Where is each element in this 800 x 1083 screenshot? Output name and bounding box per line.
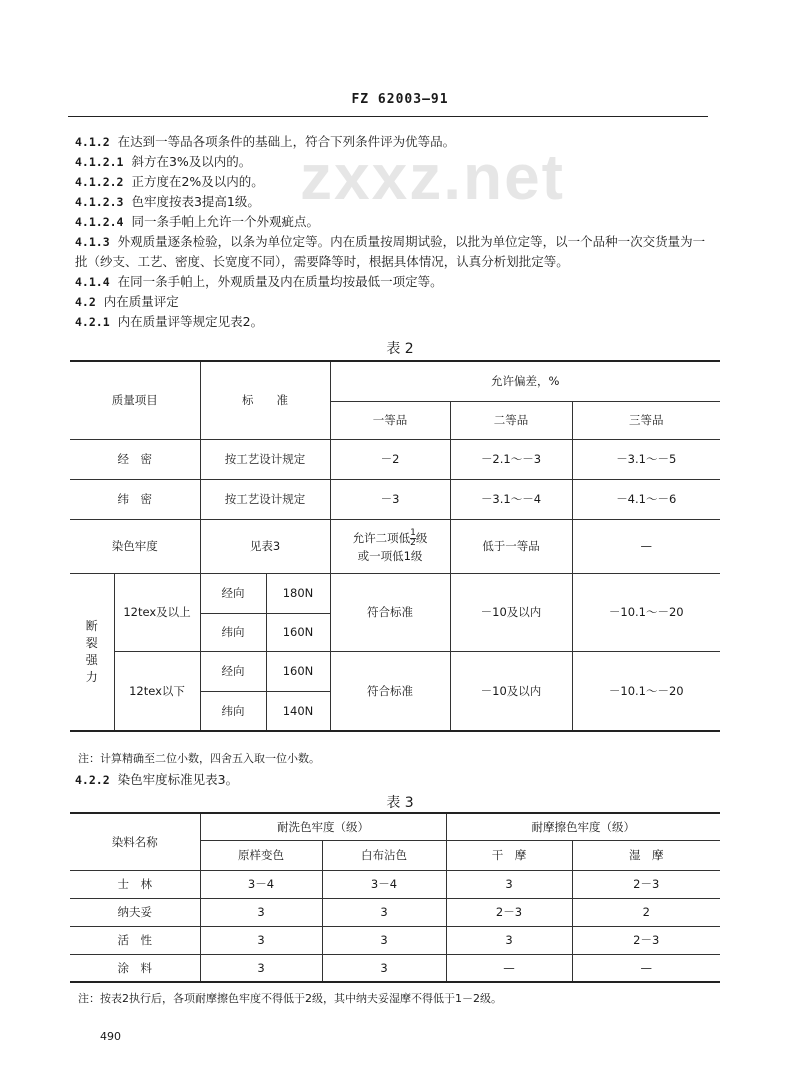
table3-note: 注：按表2执行后，各项耐摩擦色牢度不得低于2级，其中纳夫妥湿摩不得低于1－2级。 xyxy=(78,992,502,1005)
table-row: 染色牢度 见表3 允许二项低 $\frac{1}{2}$ 级 或一项低1级 低于一等品 — xyxy=(70,519,720,573)
header-rule xyxy=(68,116,708,117)
col-header-grade2: 二等品 xyxy=(450,401,572,439)
table-row: 纬向 160N xyxy=(70,613,720,651)
clause-4-1-2: 4.1.2 在达到一等品各项条件的基础上，符合下列条件评为优等品。 xyxy=(75,134,456,149)
col-header-grade1: 一等品 xyxy=(330,401,450,439)
document-code: FZ 62003—91 xyxy=(351,92,449,107)
col-header-dry: 干 摩 xyxy=(446,840,572,870)
table-row: 活 性 3 3 3 2－3 xyxy=(70,926,720,954)
clause-4-2-1: 4.2.1 内在质量评等规定见表2。 xyxy=(75,314,264,329)
col-header-grade3: 三等品 xyxy=(572,401,720,439)
table-row: 经 密 按工艺设计规定 －2 －2.1～－3 －3.1～－5 xyxy=(70,439,720,479)
col-header-dye: 染料名称 xyxy=(70,813,200,870)
clause-4-2-2: 4.2.2 染色牢度标准见表3。 xyxy=(75,772,239,787)
table2-caption: 表 2 xyxy=(386,341,414,357)
clause-4-1-2-3: 4.1.2.3 色牢度按表3提高1级。 xyxy=(75,194,260,209)
col-header-deviation: 允许偏差，% xyxy=(330,361,720,401)
table3-caption: 表 3 xyxy=(386,795,414,811)
col-header-wash: 耐洗色牢度（级） xyxy=(200,813,446,840)
table-row: 士 林 3－4 3－4 3 2－3 xyxy=(70,870,720,898)
table-3 xyxy=(70,812,720,983)
table-row: 纬向 140N xyxy=(70,691,720,731)
clause-4-1-4: 4.1.4 在同一条手帕上，外观质量及内在质量均按最低一项定等。 xyxy=(75,274,443,289)
fraction-half: $\frac{1}{2}$ xyxy=(410,527,416,548)
table-row: 纳夫妥 3 3 2－3 2 xyxy=(70,898,720,926)
table-row: 纬 密 按工艺设计规定 －3 －3.1～－4 －4.1～－6 xyxy=(70,479,720,519)
dyeing-grade1-cell: 允许二项低 $\frac{1}{2}$ 级 或一项低1级 xyxy=(330,519,450,573)
breaking-strength-label: 断 裂 强 力 xyxy=(70,573,114,731)
col-header-wet: 湿 摩 xyxy=(572,840,720,870)
table-2 xyxy=(70,360,720,732)
clause-4-1-3: 4.1.3 外观质量逐条检验，以条为单位定等。内在质量按周期试验，以批为单位定等，以一个品种一次交货量为一批（纱支、工艺、密度、长宽度不同），需要降等时，根据具体情况，认真分析划批定等。 xyxy=(75,234,706,269)
clause-4-2: 4.2 内在质量评定 xyxy=(75,294,179,309)
table-row: 涂 料 3 3 — — xyxy=(70,954,720,982)
clause-4-1-2-4: 4.1.2.4 同一条手帕上允许一个外观疵点。 xyxy=(75,214,319,229)
col-header-item: 质量项目 xyxy=(70,361,200,439)
table-row: 断 裂 强 力 12tex及以上 经向 180N 符合标准 －10及以内 －10.1～－20 xyxy=(70,573,720,613)
table-row: 12tex以下 经向 160N 符合标准 －10及以内 －10.1～－20 xyxy=(70,651,720,691)
col-header-white: 白布沾色 xyxy=(322,840,446,870)
table2-note: 注：计算精确至二位小数，四舍五入取一位小数。 xyxy=(78,752,320,765)
col-header-standard: 标 准 xyxy=(200,361,330,439)
col-header-original: 原样变色 xyxy=(200,840,322,870)
watermark: zxxz.net xyxy=(300,141,565,213)
clause-4-1-2-2: 4.1.2.2 正方度在2%及以内的。 xyxy=(75,174,264,189)
page-number: 490 xyxy=(100,1030,121,1043)
clause-4-1-2-1: 4.1.2.1 斜方在3%及以内的。 xyxy=(75,154,252,169)
col-header-rub: 耐摩擦色牢度（级） xyxy=(446,813,720,840)
